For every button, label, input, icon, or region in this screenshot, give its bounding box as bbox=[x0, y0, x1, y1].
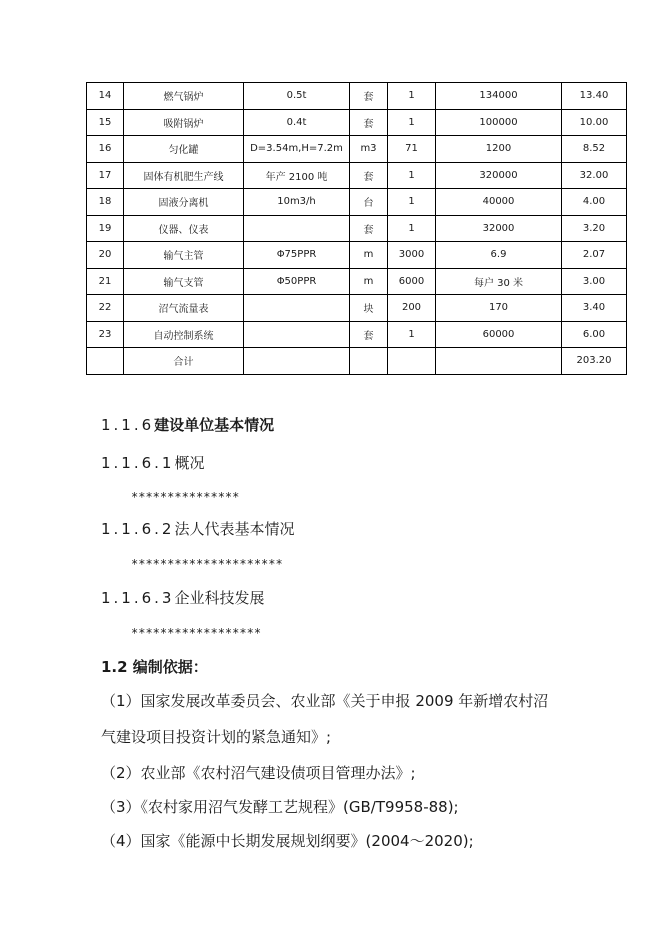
table-cell-col-amount: 3.40 bbox=[562, 295, 627, 322]
table-cell-col-no: 16 bbox=[87, 136, 124, 163]
table-cell-col-spec bbox=[244, 215, 350, 242]
table-cell-col-no: 14 bbox=[87, 83, 124, 110]
table-cell-col-no: 17 bbox=[87, 162, 124, 189]
equipment-table-body bbox=[87, 83, 627, 375]
table-cell-col-spec: 年产 2100 吨 bbox=[244, 162, 350, 189]
table-cell-col-qty: 1 bbox=[388, 83, 436, 110]
table-cell-col-spec bbox=[244, 321, 350, 348]
table-cell-col-no: 19 bbox=[87, 215, 124, 242]
table-cell-col-unit: 套 bbox=[350, 109, 388, 136]
table-cell-col-no: 21 bbox=[87, 268, 124, 295]
section-heading-1-1-6-2 bbox=[101, 518, 295, 539]
table-cell-col-name: 固体有机肥生产线 bbox=[124, 162, 244, 189]
table-cell-col-no: 23 bbox=[87, 321, 124, 348]
table-cell-col-name: 燃气锅炉 bbox=[124, 83, 244, 110]
table-row bbox=[87, 215, 627, 242]
section-heading-1-1-6-3 bbox=[101, 587, 265, 608]
table-cell-col-price: 170 bbox=[436, 295, 562, 322]
table-cell-col-amount: 203.20 bbox=[562, 348, 627, 375]
table-cell-col-qty: 1 bbox=[388, 109, 436, 136]
table-cell-col-amount: 2.07 bbox=[562, 242, 627, 269]
table-cell-col-price: 6.9 bbox=[436, 242, 562, 269]
table-cell-col-qty bbox=[388, 348, 436, 375]
table-cell-col-price: 320000 bbox=[436, 162, 562, 189]
table-cell-col-qty: 1 bbox=[388, 321, 436, 348]
table-cell-col-price: 每户 30 米 bbox=[436, 268, 562, 295]
table-cell-col-qty: 200 bbox=[388, 295, 436, 322]
table-cell-col-qty: 1 bbox=[388, 162, 436, 189]
table-cell-col-price: 32000 bbox=[436, 215, 562, 242]
table-cell-col-spec: 0.4t bbox=[244, 109, 350, 136]
table-cell-col-spec: 0.5t bbox=[244, 83, 350, 110]
table-cell-col-name: 输气支管 bbox=[124, 268, 244, 295]
table-cell-col-price: 60000 bbox=[436, 321, 562, 348]
table-cell-col-spec: Φ50PPR bbox=[244, 268, 350, 295]
basis-item-1-line-1: （1）国家发展改革委员会、农业部《关于申报 2009 年新增农村沼 bbox=[101, 692, 549, 710]
table-cell-col-price: 134000 bbox=[436, 83, 562, 110]
table-row bbox=[87, 268, 627, 295]
table-cell-col-unit: m bbox=[350, 268, 388, 295]
section-title: 法人代表基本情况 bbox=[174, 520, 295, 538]
table-cell-col-no: 15 bbox=[87, 109, 124, 136]
equipment-table bbox=[86, 82, 627, 375]
table-cell-col-name: 自动控制系统 bbox=[124, 321, 244, 348]
table-cell-col-qty: 1 bbox=[388, 189, 436, 216]
table-cell-col-no: 22 bbox=[87, 295, 124, 322]
table-cell-col-unit: m3 bbox=[350, 136, 388, 163]
table-cell-col-name: 固液分离机 bbox=[124, 189, 244, 216]
table-row bbox=[87, 189, 627, 216]
table-cell-col-qty: 1 bbox=[388, 215, 436, 242]
table-cell-col-price: 40000 bbox=[436, 189, 562, 216]
table-cell-col-name: 沼气流量表 bbox=[124, 295, 244, 322]
placeholder-stars: *************** bbox=[131, 490, 240, 504]
table-cell-col-amount: 3.00 bbox=[562, 268, 627, 295]
table-cell-col-name: 合计 bbox=[124, 348, 244, 375]
table-row bbox=[87, 136, 627, 163]
table-cell-col-qty: 6000 bbox=[388, 268, 436, 295]
table-cell-col-no: 18 bbox=[87, 189, 124, 216]
basis-item-3: （3）《农村家用沼气发酵工艺规程》(GB/T9958-88); bbox=[101, 798, 459, 816]
table-cell-col-spec: D=3.54m,H=7.2m bbox=[244, 136, 350, 163]
section-number: 1.1.6.2 bbox=[101, 520, 175, 538]
table-cell-col-unit: 块 bbox=[350, 295, 388, 322]
table-cell-col-unit: 套 bbox=[350, 215, 388, 242]
section-heading-1-1-6-1 bbox=[101, 452, 205, 473]
placeholder-stars: ********************* bbox=[131, 557, 283, 571]
table-row bbox=[87, 109, 627, 136]
section-number: 1.1.6 bbox=[101, 416, 155, 434]
section-title: 概况 bbox=[174, 454, 205, 472]
basis-item-2: （2）农业部《农村沼气建设债项目管理办法》; bbox=[101, 764, 416, 782]
table-cell-col-amount: 4.00 bbox=[562, 189, 627, 216]
table-cell-col-price: 1200 bbox=[436, 136, 562, 163]
basis-item-4: （4）国家《能源中长期发展规划纲要》(2004～2020); bbox=[101, 832, 474, 850]
table-cell-col-price: 100000 bbox=[436, 109, 562, 136]
table-cell-col-price bbox=[436, 348, 562, 375]
section-title: 建设单位基本情况 bbox=[154, 416, 275, 434]
table-cell-col-amount: 32.00 bbox=[562, 162, 627, 189]
table-cell-col-unit: 套 bbox=[350, 83, 388, 110]
table-cell-col-amount: 6.00 bbox=[562, 321, 627, 348]
table-cell-col-spec bbox=[244, 295, 350, 322]
basis-item-1-line-2: 气建设项目投资计划的紧急通知》; bbox=[101, 728, 332, 746]
table-cell-col-amount: 13.40 bbox=[562, 83, 627, 110]
table-cell-col-unit: 套 bbox=[350, 321, 388, 348]
table-cell-col-name: 输气主管 bbox=[124, 242, 244, 269]
table-cell-col-unit: m bbox=[350, 242, 388, 269]
table-row bbox=[87, 295, 627, 322]
table-cell-col-amount: 10.00 bbox=[562, 109, 627, 136]
table-cell-col-unit: 套 bbox=[350, 162, 388, 189]
table-cell-col-qty: 3000 bbox=[388, 242, 436, 269]
placeholder-stars: ****************** bbox=[131, 626, 262, 640]
section-number: 1.1.6.1 bbox=[101, 454, 175, 472]
section-title: 企业科技发展 bbox=[174, 589, 265, 607]
table-row bbox=[87, 162, 627, 189]
section-heading-1-2: 1.2 编制依据： bbox=[101, 658, 208, 676]
section-number: 1.1.6.3 bbox=[101, 589, 175, 607]
table-cell-col-spec bbox=[244, 348, 350, 375]
table-cell-col-name: 匀化罐 bbox=[124, 136, 244, 163]
table-cell-col-unit bbox=[350, 348, 388, 375]
table-cell-col-amount: 8.52 bbox=[562, 136, 627, 163]
table-row bbox=[87, 321, 627, 348]
section-heading-1-1-6 bbox=[101, 414, 274, 435]
table-row bbox=[87, 348, 627, 375]
table-row bbox=[87, 242, 627, 269]
table-cell-col-no: 20 bbox=[87, 242, 124, 269]
table-cell-col-qty: 71 bbox=[388, 136, 436, 163]
table-cell-col-no bbox=[87, 348, 124, 375]
table-cell-col-spec: 10m3/h bbox=[244, 189, 350, 216]
table-row bbox=[87, 83, 627, 110]
table-cell-col-name: 吸附锅炉 bbox=[124, 109, 244, 136]
table-cell-col-spec: Φ75PPR bbox=[244, 242, 350, 269]
table-cell-col-amount: 3.20 bbox=[562, 215, 627, 242]
table-cell-col-name: 仪器、仪表 bbox=[124, 215, 244, 242]
table-cell-col-unit: 台 bbox=[350, 189, 388, 216]
